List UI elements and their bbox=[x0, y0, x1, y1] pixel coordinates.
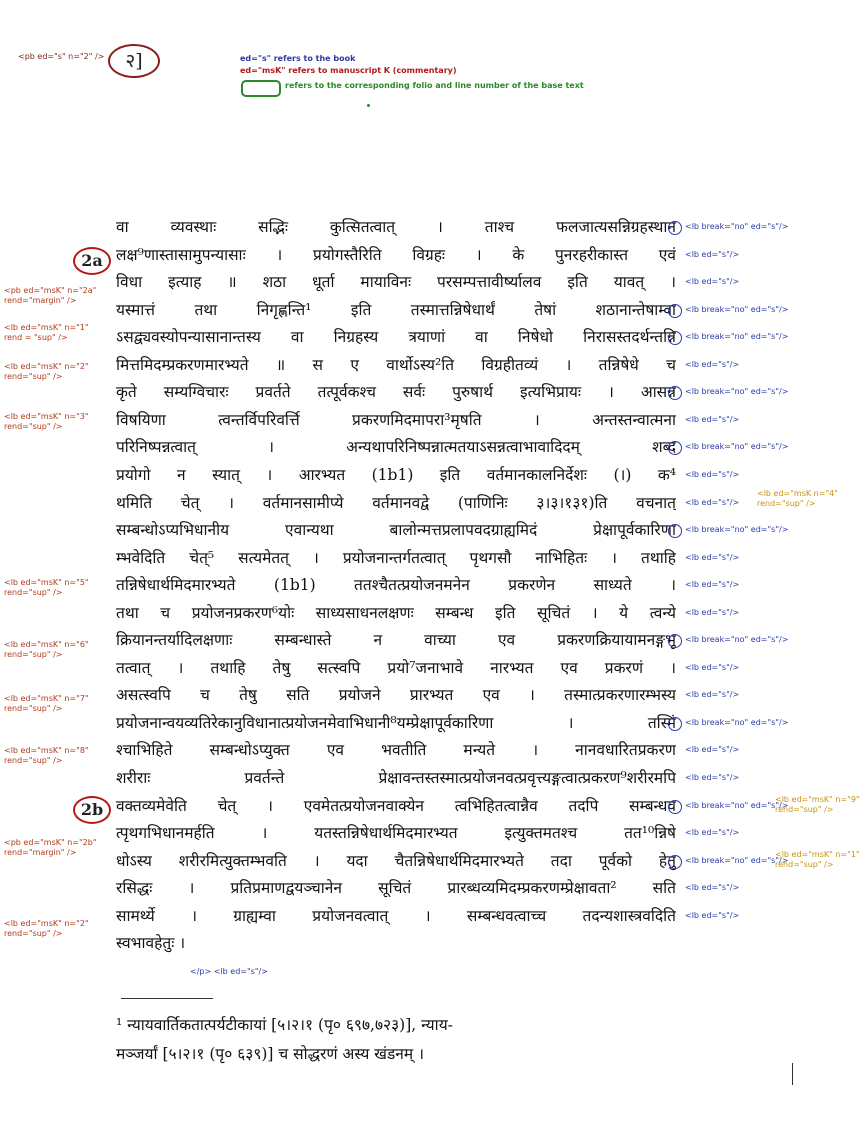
folio-mark-2a: 2a bbox=[73, 247, 111, 275]
break-circle-icon bbox=[668, 524, 682, 538]
text-line: वा व्यवस्थाः सद्भिः कुत्सितत्वात् । ताश्च फलजात्यसन्निग्रहस्थान bbox=[116, 218, 676, 236]
end-paragraph-tag: </p> <lb ed="s"/> bbox=[190, 967, 268, 976]
text-line: सम्बन्धोऽप्यभिधानीय एवान्यथा बालोन्मत्तप्रलापवदग्राह्यमिदं प्रेक्षापूर्वकारिणा bbox=[116, 521, 676, 539]
break-circle-icon bbox=[668, 441, 682, 455]
margin-note-left: <lb ed="msK" n="2" rend="sup" /> bbox=[4, 919, 89, 938]
green-dot bbox=[367, 104, 370, 107]
footnote-line-1: ¹ न्यायवार्तिकतात्पर्यटीकायां [५।२।१ (पृ० ६९७,७२३)], न्याय- bbox=[116, 1016, 453, 1034]
text-line: यस्मात्तं तथा निगृह्णन्ति¹ इति तस्मात्तन्निषेधार्थं तेषां शठानान्तेषाम्वा bbox=[116, 301, 676, 319]
text-line: त्पृथगभिधानमर्हति । यतस्तन्निषेधार्थमिदमारभ्यत इत्युक्तमतश्च तत¹⁰न्निषे bbox=[116, 824, 676, 842]
text-line: तन्निषेधार्थमिदमारभ्यते (1b1) ततश्चैतत्प्रयोजनमनेन प्रकरणेन साध्यते । bbox=[116, 576, 676, 594]
line-break-tag: <lb ed="s"/> bbox=[685, 883, 740, 892]
folio-mark-2b: 2b bbox=[73, 796, 111, 824]
line-break-tag: <lb ed="s"/> bbox=[685, 498, 740, 507]
line-break-tag: <lb break="no" ed="s"/> bbox=[685, 856, 789, 865]
margin-note-left: <pb ed="msK" n="2b" rend="margin" /> bbox=[4, 838, 97, 857]
line-break-tag: <lb break="no" ed="s"/> bbox=[685, 442, 789, 451]
text-line: प्रयोगो न स्यात् । आरभ्यत (1b1) इति वर्तमानकालनिर्देशः (।) क⁴ bbox=[116, 466, 676, 484]
text-line: धोऽस्य शरीरमित्युक्तम्भवति । यदा चैतन्निषेधार्थमिदमारभ्यते तदा पूर्वको हेतु bbox=[116, 852, 676, 870]
text-line: रसिद्धः । प्रतिप्रमाणद्वयञ्चानेन सूचितं प्रारब्धव्यमिदम्प्रकरणम्प्रेक्षावता² सति bbox=[116, 879, 676, 897]
break-circle-icon bbox=[668, 304, 682, 318]
break-circle-icon bbox=[668, 331, 682, 345]
break-circle-icon bbox=[668, 634, 682, 648]
text-line: स्वभावहेतुः । bbox=[116, 934, 186, 952]
line-break-tag: <lb break="no" ed="s"/> bbox=[685, 305, 789, 314]
text-line: असत्स्वपि च तेषु सति प्रयोजने प्रारभ्यत एव । तस्मात्प्रकरणारम्भस्य bbox=[116, 686, 676, 704]
text-line: क्रियानन्तर्यादिलक्षणाः सम्बन्धास्ते न वाच्या एव प्रकरणक्रियायामनङ्गभू bbox=[116, 631, 676, 649]
text-line: म्भवेदिति चेत्⁵ सत्यमेतत् । प्रयोजनान्तर्गतत्वात् पृथगसौ नाभिहितः । तथाहि bbox=[116, 549, 676, 567]
break-circle-icon bbox=[668, 221, 682, 235]
text-line: परिनिष्पन्नत्वात् । अन्यथापरिनिष्पन्नात्मतयाऽसन्नत्वाभावादिदम् शब्द bbox=[116, 438, 676, 456]
line-break-tag: <lb ed="s"/> bbox=[685, 690, 740, 699]
margin-tick bbox=[792, 1063, 793, 1085]
page-number: २] bbox=[108, 44, 160, 78]
text-line: कृते सम्यग्विचारः प्रवर्तते तत्पूर्वकश्च सर्वः पुरुषार्थ इत्यभिप्रायः । आसन्न bbox=[116, 383, 676, 401]
line-break-tag: <lb ed="s"/> bbox=[685, 663, 740, 672]
margin-note-right: <lb ed="msK" n="1" rend="sup" /> bbox=[775, 850, 860, 869]
line-break-tag: <lb break="no" ed="s"/> bbox=[685, 222, 789, 231]
line-break-tag: <lb ed="s"/> bbox=[685, 828, 740, 837]
text-line: वक्तव्यमेवेति चेत् । एवमेतत्प्रयोजनवाक्येन त्वभिहितत्वान्नैव तदपि सम्बन्धव bbox=[116, 797, 676, 815]
text-line: शरीराः प्रवर्तन्ते प्रेक्षावन्तस्तस्मात्प्रयोजनवत्प्रवृत्त्यङ्गत्वात्प्रकरण⁹शरीरमपि bbox=[116, 769, 676, 787]
margin-note-left: <pb ed="msK" n="2a" rend="margin" /> bbox=[4, 286, 97, 305]
break-circle-icon bbox=[668, 386, 682, 400]
margin-note-left: <lb ed="msK" n="1" rend = "sup" /> bbox=[4, 323, 89, 342]
margin-note-left: <lb ed="msK" n="7" rend="sup" /> bbox=[4, 694, 89, 713]
break-circle-icon bbox=[668, 800, 682, 814]
line-break-tag: <lb break="no" ed="s"/> bbox=[685, 718, 789, 727]
text-line: थमिति चेत् । वर्तमानसामीप्ये वर्तमानवद्वे (पाणिनिः ३।३।१३१)ति वचनात् bbox=[116, 494, 676, 512]
line-break-tag: <lb ed="s"/> bbox=[685, 470, 740, 479]
legend-ed-msk: ed="msK" refers to manuscript K (commentary) bbox=[240, 66, 457, 75]
text-line: विषयिणा त्वन्तर्विपरिवर्त्ति प्रकरणमिदमापरा³मृषति । अन्तस्तन्वात्मना bbox=[116, 411, 676, 429]
line-break-tag: <lb ed="s"/> bbox=[685, 745, 740, 754]
line-break-tag: <lb break="no" ed="s"/> bbox=[685, 332, 789, 341]
footnote-line-2: मञ्जर्यां [५।२।१ (पृ० ६३९)] च सोद्धरणं अस्य खंडनम् । bbox=[116, 1045, 424, 1063]
line-break-tag: <lb ed="s"/> bbox=[685, 250, 740, 259]
text-line: प्रयोजनान्वयव्यतिरेकानुविधानात्प्रयोजनमेवाभिधानी⁸यम्प्रेक्षापूर्वकारिणा । तस्मिं bbox=[116, 714, 676, 732]
line-break-tag: <lb break="no" ed="s"/> bbox=[685, 635, 789, 644]
text-line: लक्ष⁹णास्तासामुपन्यासाः । प्रयोगस्तैरिति विग्रहः । के पुनरहरीकास्त एवं bbox=[116, 246, 676, 264]
text-line: ऽसद्व्यवस्योपन्यासानान्तस्य वा निग्रहस्य त्रयाणां वा निषेधो निरासस्तदर्थन्तन्नि bbox=[116, 328, 676, 346]
line-break-tag: <lb ed="s"/> bbox=[685, 553, 740, 562]
text-line: सामर्थ्ये । ग्राह्यम्वा प्रयोजनवत्वात् । सम्बन्धवत्वाच्च तदन्यशास्त्रवदिति bbox=[116, 907, 676, 925]
line-break-tag: <lb ed="s"/> bbox=[685, 580, 740, 589]
line-break-tag: <lb ed="s"/> bbox=[685, 277, 740, 286]
margin-note-left: <lb ed="msK" n="2" rend="sup" /> bbox=[4, 362, 89, 381]
legend-box-swatch bbox=[241, 80, 281, 97]
text-line: मित्तमिदम्प्रकरणमारभ्यते ॥ स ए वार्थोऽस्य²ति विग्रहीतव्यं । तन्निषेधे च bbox=[116, 356, 676, 374]
legend-box: refers to the corresponding folio and line number of the base text bbox=[285, 81, 584, 90]
line-break-tag: <lb break="no" ed="s"/> bbox=[685, 387, 789, 396]
text-line: तत्वात् । तथाहि तेषु सत्स्वपि प्रयो⁷जनाभावे नारभ्यत एव प्रकरणं । bbox=[116, 659, 676, 677]
line-break-tag: <lb ed="s"/> bbox=[685, 773, 740, 782]
text-line: श्चाभिहिते सम्बन्धोऽप्युक्त एव भवतीति मन्यते । नानवधारितप्रकरण bbox=[116, 741, 676, 759]
line-break-tag: <lb break="no" ed="s"/> bbox=[685, 801, 789, 810]
margin-note-left: <lb ed="msK" n="8" rend="sup" /> bbox=[4, 746, 89, 765]
footnote-rule bbox=[121, 998, 213, 999]
text-line: विधा इत्याह ॥ शठा धूर्ता मायाविनः परसम्पत्तावीर्ष्यालव इति यावत् । bbox=[116, 273, 676, 291]
legend-ed-s: ed="s" refers to the book bbox=[240, 54, 356, 63]
line-break-tag: <lb break="no" ed="s"/> bbox=[685, 525, 789, 534]
margin-note-right: <lb ed="msK n="4" rend="sup" /> bbox=[757, 489, 838, 508]
text-line: तथा च प्रयोजनप्रकरण⁶योः साध्यसाधनलक्षणः सम्बन्ध इति सूचितं । ये त्वन्ये bbox=[116, 604, 676, 622]
break-circle-icon bbox=[668, 717, 682, 731]
break-circle-icon bbox=[668, 855, 682, 869]
line-break-tag: <lb ed="s"/> bbox=[685, 608, 740, 617]
pagebreak-tag: <pb ed="s" n="2" /> bbox=[18, 52, 105, 61]
line-break-tag: <lb ed="s"/> bbox=[685, 360, 740, 369]
margin-note-right: <lb ed="msK" n="9" rend="sup" /> bbox=[775, 795, 860, 814]
line-break-tag: <lb ed="s"/> bbox=[685, 911, 740, 920]
line-break-tag: <lb ed="s"/> bbox=[685, 415, 740, 424]
margin-note-left: <lb ed="msK" n="6" rend="sup" /> bbox=[4, 640, 89, 659]
margin-note-left: <lb ed="msK" n="5" rend="sup" /> bbox=[4, 578, 89, 597]
margin-note-left: <lb ed="msK" n="3" rend="sup" /> bbox=[4, 412, 89, 431]
